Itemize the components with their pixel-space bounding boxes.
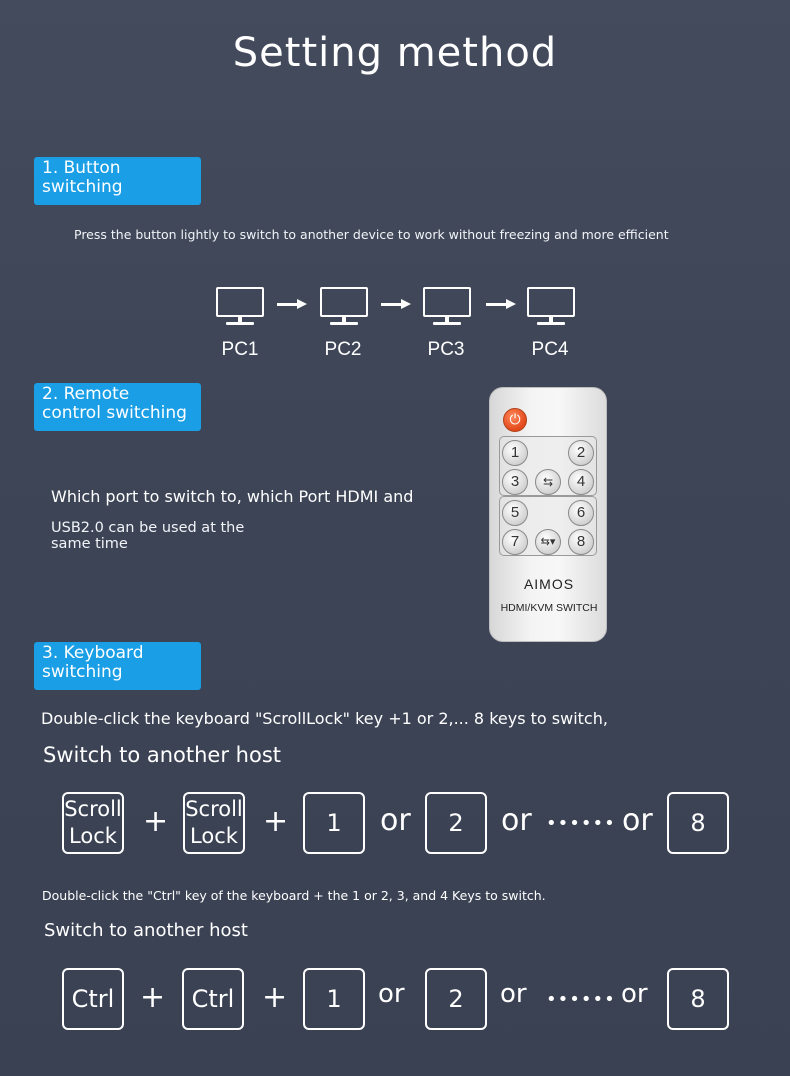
or-text: or xyxy=(501,803,532,838)
remote-button-7: 7 xyxy=(502,529,528,555)
remote-panel-bottom xyxy=(499,496,597,556)
pc-label: PC3 xyxy=(427,339,465,360)
arrow-right-icon xyxy=(381,299,411,309)
remote-button-5: 5 xyxy=(502,500,528,526)
ctrl-key: Ctrl xyxy=(182,968,244,1030)
plus-sign: + xyxy=(140,980,166,1015)
pc-label: PC4 xyxy=(531,339,569,360)
section1-badge: 1. Button switching xyxy=(34,157,201,205)
or-text: or xyxy=(378,979,405,1009)
key-8: 8 xyxy=(667,968,729,1030)
monitor-icon xyxy=(423,287,471,329)
remote-button-6: 6 xyxy=(568,500,594,526)
section2-line1: Which port to switch to, which Port HDMI and xyxy=(51,487,414,506)
ellipsis-dots: •••••• xyxy=(546,813,616,834)
remote-button-8: 8 xyxy=(568,529,594,555)
key-1: 1 xyxy=(303,792,365,854)
remote-brand: AIMOS xyxy=(523,576,575,592)
section1-description: Press the button lightly to switch to another device to work without freezing and more efficient xyxy=(74,227,669,242)
section3-instruction1: Double-click the keyboard "ScrollLock" key +1 or 2,... 8 keys to switch, xyxy=(41,709,608,728)
remote-button-4: 4 xyxy=(568,469,594,495)
plus-sign: + xyxy=(263,804,289,839)
plus-sign: + xyxy=(143,804,169,839)
arrow-right-icon xyxy=(277,299,307,309)
remote-button-1: 1 xyxy=(502,440,528,466)
or-text: or xyxy=(500,979,527,1009)
section3-badge: 3. Keyboard switching xyxy=(34,642,201,690)
scrolllock-key-row xyxy=(0,792,790,856)
key-2: 2 xyxy=(425,792,487,854)
key-1: 1 xyxy=(303,968,365,1030)
key-2: 2 xyxy=(425,968,487,1030)
section3-instruction2: Double-click the "Ctrl" key of the keyboard + the 1 or 2, 3, and 4 Keys to switch. xyxy=(42,888,546,903)
remote-control xyxy=(489,387,607,642)
scroll-lock-key: Scroll Lock xyxy=(183,792,245,854)
ellipsis-dots: •••••• xyxy=(546,989,616,1010)
remote-button-2: 2 xyxy=(568,440,594,466)
or-text: or xyxy=(622,803,653,838)
remote-button-3: 3 xyxy=(502,469,528,495)
section3-switch2: Switch to another host xyxy=(44,920,248,941)
monitor-icon xyxy=(216,287,264,329)
monitor-icon xyxy=(320,287,368,329)
or-text: or xyxy=(380,803,411,838)
section2-badge: 2. Remote control switching xyxy=(34,383,201,431)
monitor-icon xyxy=(527,287,575,329)
scroll-lock-key: Scroll Lock xyxy=(62,792,124,854)
remote-model: HDMI/KVM SWITCH xyxy=(500,602,598,614)
plus-sign: + xyxy=(262,980,288,1015)
page-title: Setting method xyxy=(232,30,558,76)
or-text: or xyxy=(621,979,648,1009)
section3-switch1: Switch to another host xyxy=(43,743,281,767)
ctrl-key: Ctrl xyxy=(62,968,124,1030)
ctrl-key-row xyxy=(0,968,790,1032)
power-icon: ⏻ xyxy=(503,408,527,432)
cycle-down-icon: ⇆▾ xyxy=(535,529,561,555)
cycle-left-icon: ⇆ xyxy=(535,469,561,495)
pc-chain xyxy=(0,287,790,367)
pc-label: PC2 xyxy=(324,339,362,360)
section2-line2: USB2.0 can be used at the same time xyxy=(51,520,245,552)
remote-panel-top xyxy=(499,436,597,496)
arrow-right-icon xyxy=(486,299,516,309)
pc-label: PC1 xyxy=(221,339,259,360)
key-8: 8 xyxy=(667,792,729,854)
